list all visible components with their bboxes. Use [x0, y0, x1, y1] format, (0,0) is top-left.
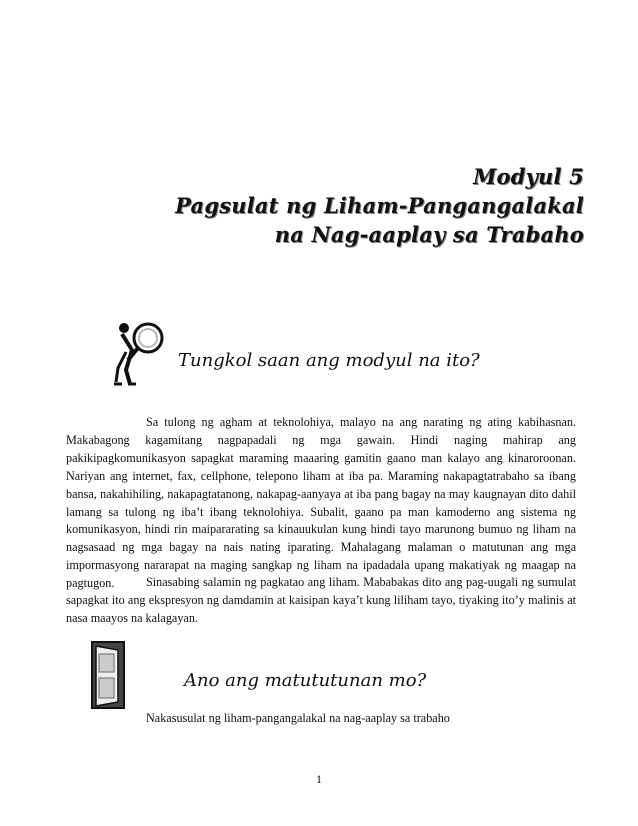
magnifier-figure-icon: [110, 318, 170, 390]
door-icon: [90, 640, 126, 710]
intro-paragraph-1: [66, 414, 576, 593]
page-number: 1: [316, 772, 322, 786]
intro-paragraph-2-text: Sinasabing salamin ng pagkatao ang liham. Mababakas dito ang pag-uugali ng sumulat sapagkat ito ang ekspresyon ng damdamin at kaisipan kaya’t kung liliham tayo, tiyaking ito’y malinis at nasa maayos na kalagayan.: [66, 575, 576, 625]
module-title-line1: Pagsulat ng Liham-Pangangalakal: [175, 193, 584, 218]
section-heading-learn: Ano ang matututunan mo?: [184, 670, 427, 691]
module-number: Modyul 5: [473, 164, 584, 189]
module-title-line2: na Nag-aaplay sa Trabaho: [274, 222, 584, 247]
section-heading-about: Tungkol saan ang modyul na ito?: [178, 350, 480, 371]
intro-paragraph-2: [66, 574, 576, 628]
learning-objective: Nakasusulat ng liham-pangangalakal na nag-aaplay sa trabaho: [146, 711, 450, 725]
intro-paragraph-1-text: Sa tulong ng agham at teknolohiya, malayo na ang narating ng ating kabihasnan. Makabagong kagamitang nagpapadali ng mga gawain. Hindi naging mahirap ang pakikipagkomunikasyon sapagkat maraming maaaring gamitin gaano man kalayo ang kinaroroonan. Nariyan ang internet, fax, cellphone, telepono liham at iba pa. Maraming nakapagtatrabaho sa ibang bansa, nakahihiling, nakapagtatanong, nakapag-aanyaya at iba pang bagay na may kaugnayan dito dahil lamang sa tulong ng iba’t ibang teknolohiya. Subalit, gaano pa man kamoderno ang sistema ng komunikasyon, hindi rin maipararating sa kinauukulan kung hindi tayo marunong bumuo ng liham na nagsasaad ng mga bagay na nais nating iparating. Mahalagang malaman o matutunan ang mga impormasyong nararapat na maging sangkap ng liham na ipadadala upang makatiyak ng maagap na pagtugon.: [66, 415, 576, 591]
